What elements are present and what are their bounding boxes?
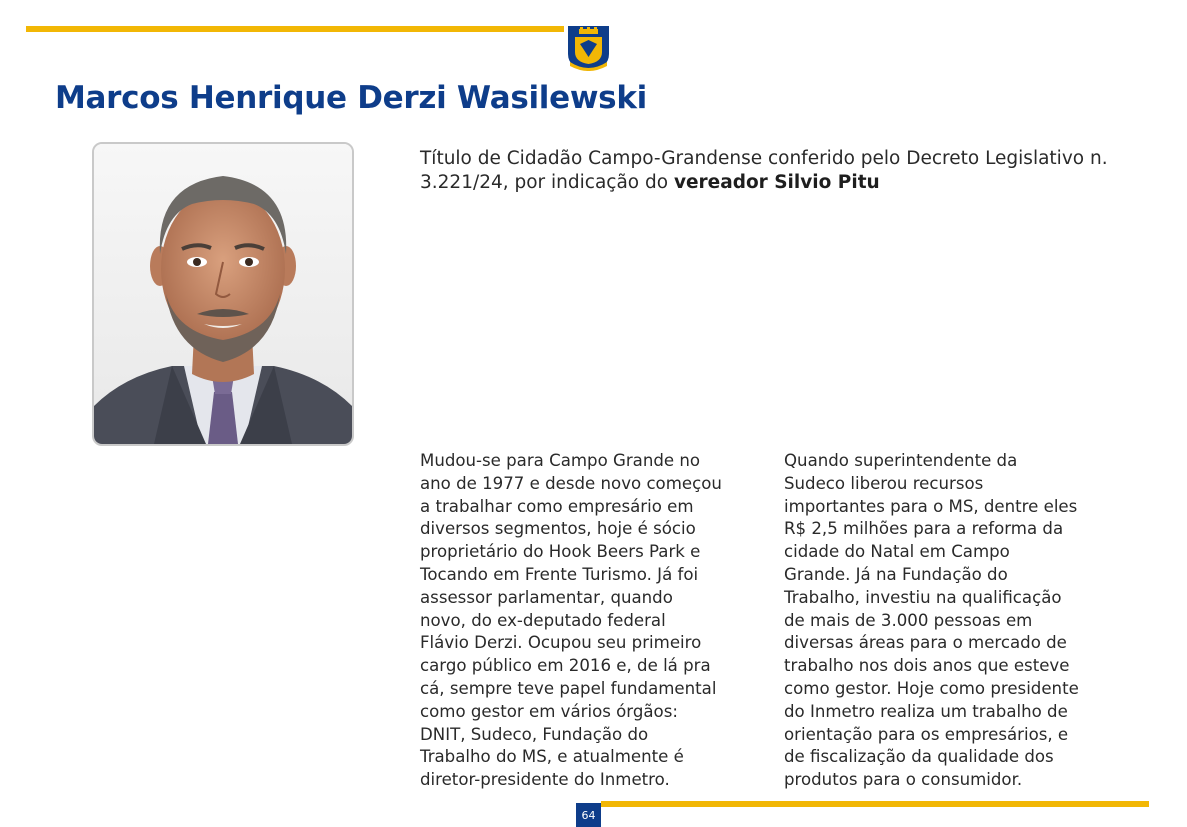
bio-line: Trabalho do MS, e atualmente é — [420, 747, 684, 767]
bio-line: Sudeco liberou recursos — [784, 473, 984, 493]
bio-line: R$ 2,5 milhões para a reforma da — [784, 519, 1064, 539]
biography-right-column — [784, 450, 1124, 792]
bio-line: proprietário do Hook Beers Park e — [420, 542, 701, 562]
bio-line: DNIT, Sudeco, Fundação do — [420, 724, 649, 744]
bottom-accent-bar — [601, 801, 1149, 807]
bio-line: Quando superintendente da — [784, 451, 1018, 470]
bio-line: diversos segmentos, hoje é sócio — [420, 519, 696, 539]
bio-line: ano de 1977 e desde novo começou — [420, 473, 722, 493]
bio-line: trabalho nos dois anos que esteve — [784, 656, 1070, 676]
biography-left-column — [420, 450, 760, 792]
bio-line: como gestor. Hoje como presidente — [784, 678, 1079, 698]
bio-line: orientação para os empresários, e — [784, 724, 1069, 744]
bio-line: Mudou-se para Campo Grande no — [420, 451, 701, 470]
bio-line: a trabalhar como empresário em — [420, 496, 694, 516]
bio-line: de mais de 3.000 pessoas em — [784, 610, 1033, 630]
top-accent-bar — [26, 26, 564, 32]
municipal-coat-of-arms-icon — [566, 24, 611, 72]
bio-line: cá, sempre teve papel fundamental — [420, 678, 717, 698]
citizenship-title-note — [420, 147, 1110, 195]
bio-line: diversas áreas para o mercado de — [784, 633, 1067, 653]
bio-line: como gestor em vários órgãos: — [420, 701, 678, 721]
title-note-text: Título de Cidadão Campo-Grandense conferido pelo Decreto Legislativo n. 3.221/24, por indicação do — [420, 148, 1108, 193]
bio-line: cidade do Natal em Campo — [784, 542, 1010, 562]
bio-line: do Inmetro realiza um trabalho de — [784, 701, 1068, 721]
page-number: 64 — [576, 803, 601, 827]
bio-line: importantes para o MS, dentre eles — [784, 496, 1078, 516]
bio-line: Grande. Já na Fundação do — [784, 564, 1008, 584]
bio-line: novo, do ex-deputado federal — [420, 610, 666, 630]
bio-line: assessor parlamentar, quando — [420, 587, 673, 607]
bio-line: Trabalho, investiu na qualificação — [784, 587, 1062, 607]
portrait-photo — [92, 142, 354, 446]
bio-line: de fiscalização da qualidade dos — [784, 747, 1054, 767]
bio-line: cargo público em 2016 e, de lá pra — [420, 656, 711, 676]
bio-line: diretor-presidente do Inmetro. — [420, 770, 670, 790]
bio-line: Tocando em Frente Turismo. Já foi — [420, 564, 699, 584]
bio-line: produtos para o consumidor. — [784, 770, 1023, 790]
title-note-councilor: vereador Silvio Pitu — [673, 172, 880, 193]
bio-line: Flávio Derzi. Ocupou seu primeiro — [420, 633, 702, 653]
page-title: Marcos Henrique Derzi Wasilewski — [55, 80, 647, 116]
